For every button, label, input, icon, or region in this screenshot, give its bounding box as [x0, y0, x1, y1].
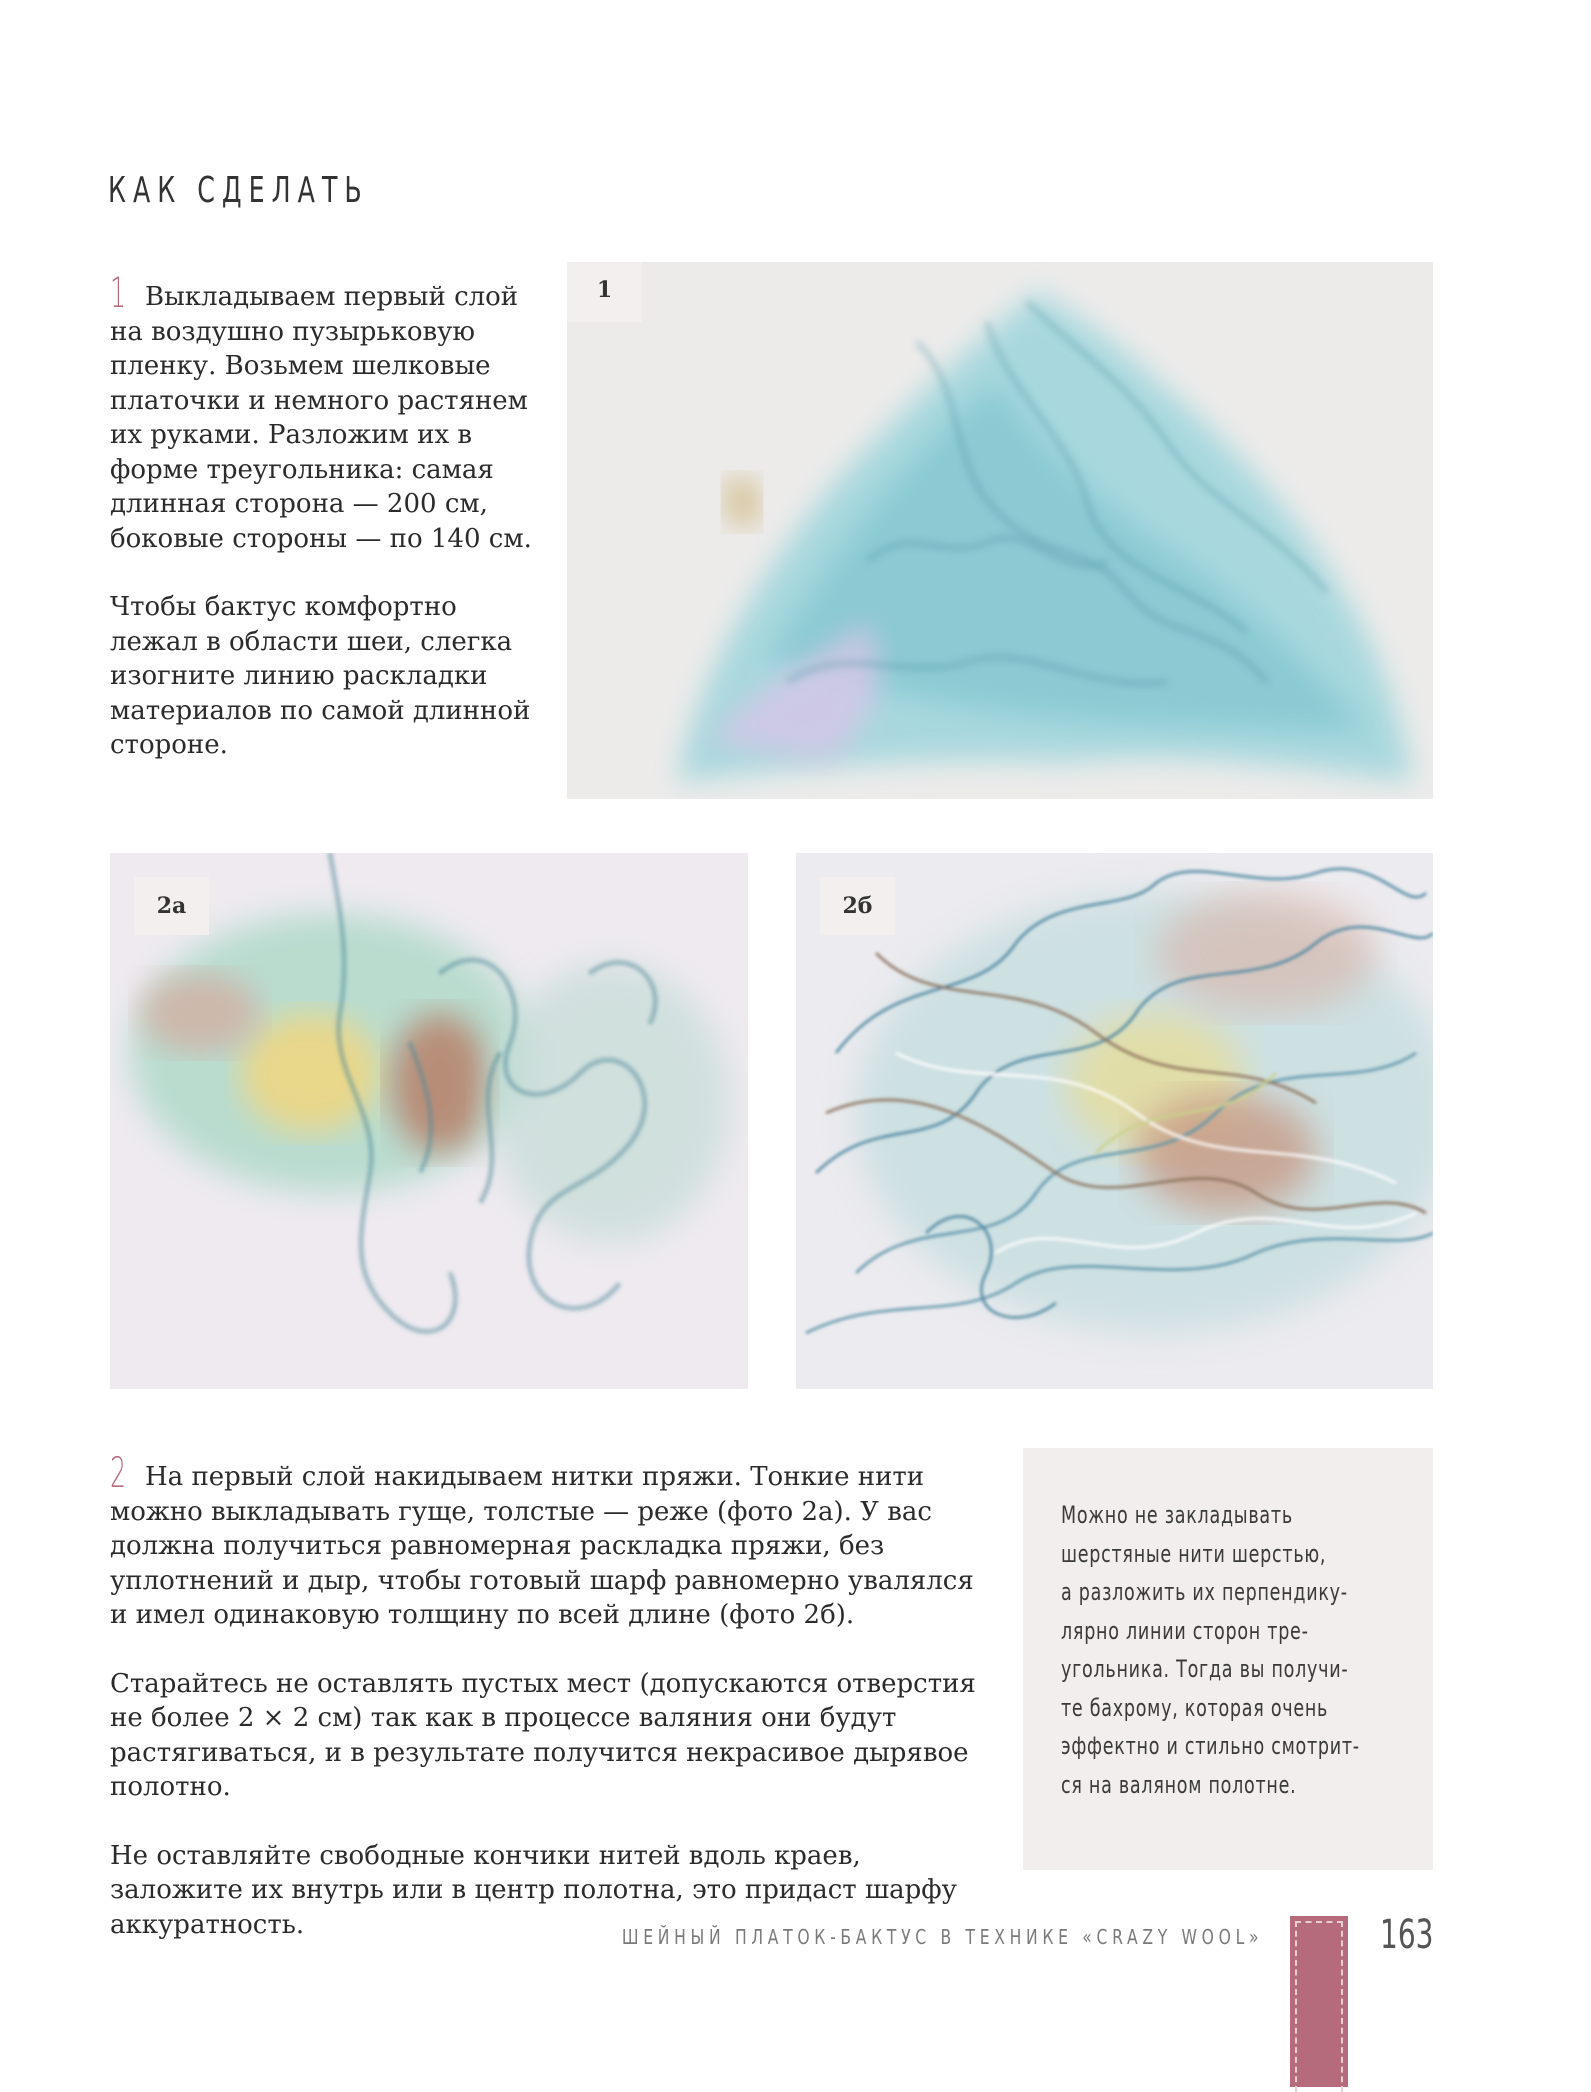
photo-2a-yarn-sparse	[110, 853, 748, 1389]
step-2-paragraph-2: Старайтесь не оставлять пустых мест (допускаются отверстия не более 2 × 2 см) так как в процессе валяния они будут растягиваться, и в результате получится некрасивое дырявое полотно.	[110, 1668, 976, 1802]
page-number: 163	[1380, 1912, 1434, 1958]
step-2-text	[110, 1448, 990, 1942]
tip-text: Можно не закладывать шерстяные нити шерстью, а разложить их перпендику- лярно линии сторон тре- угольника. Тогда вы получи- те бахрому, которая очень эффектно и стильно смотрит- ся на валяном полотне.	[1061, 1501, 1360, 1799]
photo-1-silk-triangle	[567, 262, 1433, 799]
step-2-paragraph-3: Не оставляйте свободные кончики нитей вдоль краев, заложите их внутрь или в центр полотна, это придаст шарфу аккуратность.	[110, 1840, 957, 1940]
bookmark-ribbon	[1290, 1916, 1348, 2087]
step-2-paragraph-1: 2 На первый слой накидываем нитки пряжи. Тонкие нити можно выкладывать гуще, толстые — реже (фото 2а). У вас должна получиться равномерная раскладка пряжи, без уплотнений и дыр, чтобы готовый шарф равномерно увалялся и имел одинаковую толщину по всей длине (фото 2б).	[110, 1448, 974, 1630]
step-1-text	[110, 268, 540, 763]
tip-box	[1023, 1448, 1433, 1870]
photo-1-label: 1	[567, 262, 642, 322]
step-1-number: 1	[110, 268, 127, 317]
running-footer-title: ШЕЙНЫЙ ПЛАТОК-БАКТУС В ТЕХНИКЕ «CRAZY WOOL»	[621, 1925, 1263, 1949]
step-1-paragraph-1: 1 Выкладываем первый слой на воздушно пузырьковую пленку. Возьмем шелковые платочки и немного растянем их руками. Разложим их в форме треугольника: самая длинная сторона — 200 см, боковые стороны — по 140 см.	[110, 268, 532, 554]
step-1-paragraph-2: Чтобы бактус комфортно лежал в области шеи, слегка изогните линию раскладки материалов по самой длинной стороне.	[110, 592, 531, 760]
section-heading: КАК СДЕЛАТЬ	[108, 170, 369, 211]
photo-2b-yarn-dense	[796, 853, 1433, 1389]
photo-2a-label: 2а	[134, 877, 209, 935]
step-2-number: 2	[110, 1448, 127, 1497]
photo-2b-label: 2б	[820, 877, 895, 935]
